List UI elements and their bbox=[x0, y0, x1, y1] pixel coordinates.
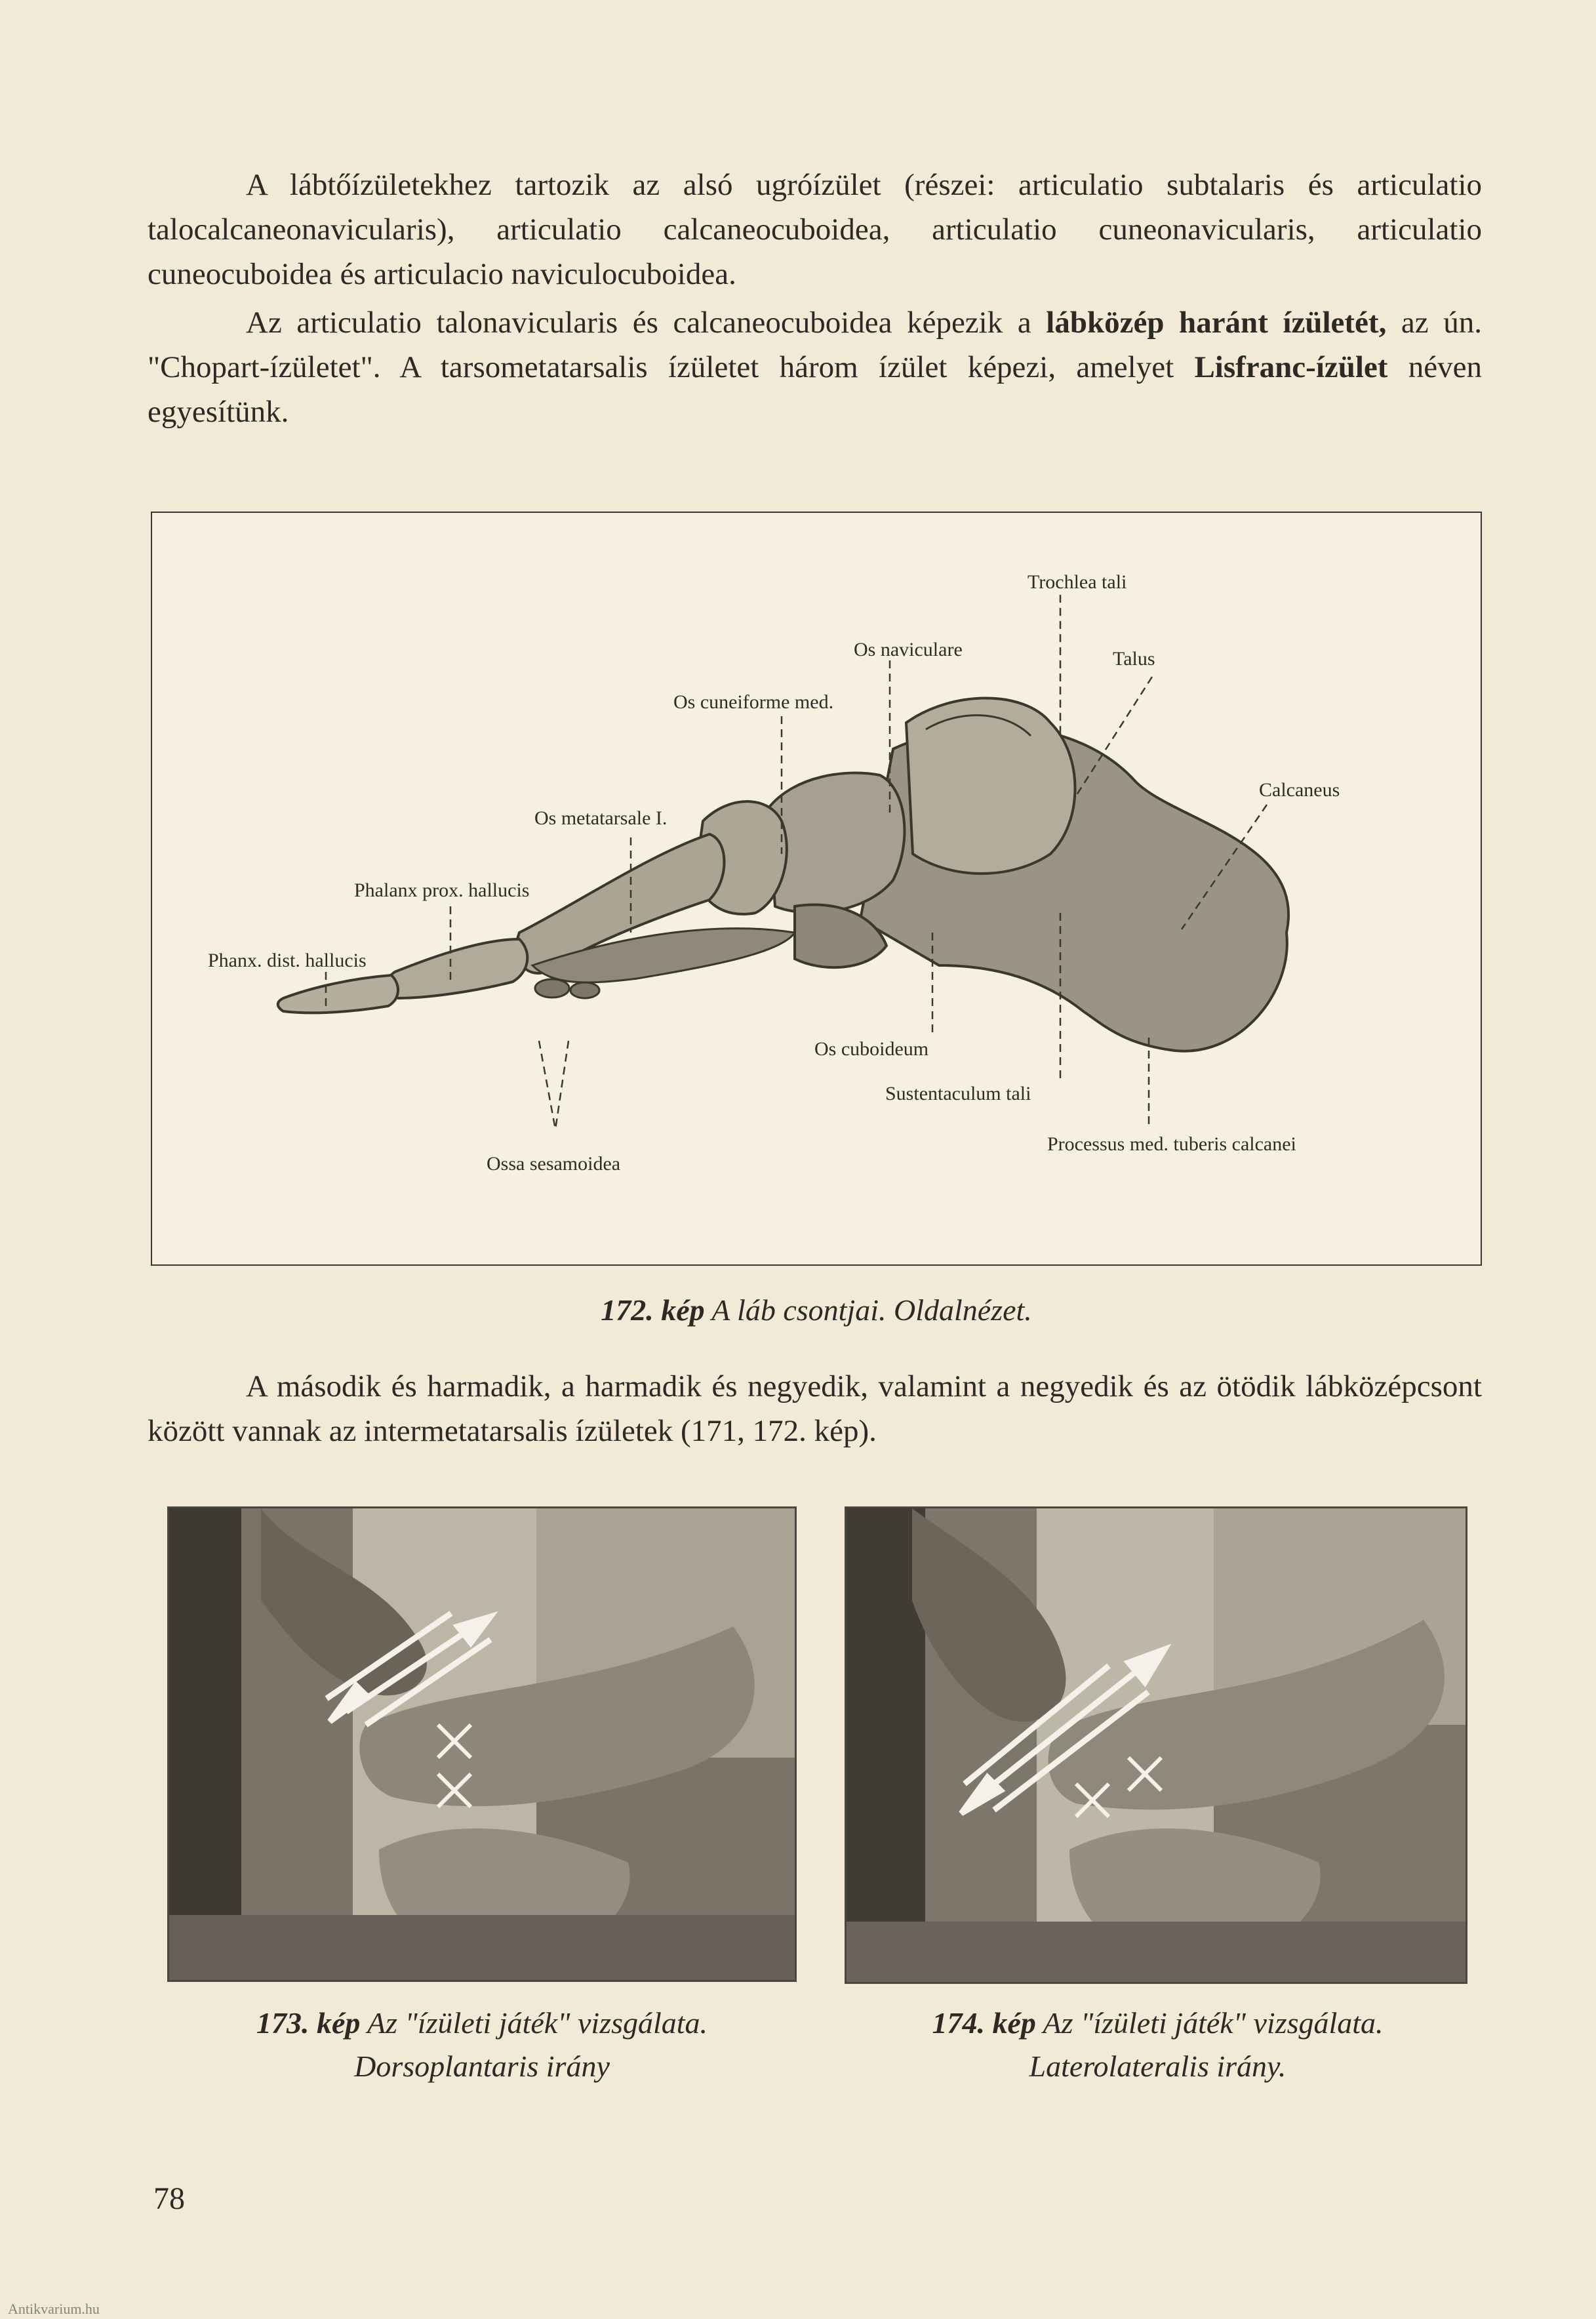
figure-174-caption bbox=[845, 2002, 1471, 2088]
caption-174-line1 bbox=[845, 2002, 1471, 2045]
label-ossa-sesamoidea: Ossa sesamoidea bbox=[487, 1153, 621, 1175]
figure-173-caption bbox=[167, 2002, 797, 2088]
label-processus-med: Processus med. tuberis calcanei bbox=[1047, 1133, 1296, 1155]
paragraph-2-text-a: Az articulatio talonavicularis és calcaneocuboidea képezik a bbox=[246, 306, 1047, 340]
label-os-cuboideum: Os cuboideum bbox=[814, 1038, 929, 1060]
hand-foot-photo-173 bbox=[169, 1508, 797, 1982]
label-os-cuneiforme-med: Os cuneiforme med. bbox=[673, 691, 834, 713]
bold-term-transverse-joint: lábközép haránt ízületét, bbox=[1046, 306, 1387, 340]
figure-172-caption bbox=[151, 1289, 1482, 1332]
label-os-naviculare: Os naviculare bbox=[854, 639, 963, 660]
paragraph-1 bbox=[148, 163, 1482, 296]
photo-dorsoplantar-exam bbox=[167, 1506, 797, 1982]
caption-172-number: 172. kép bbox=[601, 1293, 705, 1327]
label-phalanx-prox: Phalanx prox. hallucis bbox=[354, 879, 530, 901]
caption-173-number: 173. kép bbox=[256, 2006, 361, 2040]
caption-174-number: 174. kép bbox=[932, 2006, 1036, 2040]
label-os-metatarsale: Os metatarsale I. bbox=[534, 807, 668, 829]
caption-173-line1 bbox=[167, 2002, 797, 2045]
paragraph-2-text-c: az ún. "Chopart-ízületet". A tarsometatarsalis ízületet három ízület képezi, amelyet bbox=[148, 306, 1482, 384]
paragraph-1-text: A lábtőízületekhez tartozik az alsó ugróízület (részei: articulatio subtalaris és articulatio talocalcaneonavicularis), articulatio calcaneocuboidea, articulatio cuneonavicularis, articulatio cuneocuboidea és articulacio naviculocuboidea. bbox=[148, 168, 1482, 291]
caption-173-line2: Dorsoplantaris irány bbox=[354, 2049, 610, 2083]
label-sustentaculum-tali: Sustentaculum tali bbox=[885, 1083, 1031, 1104]
foot-bones-figure bbox=[151, 512, 1482, 1266]
label-phanx-dist: Phanx. dist. hallucis bbox=[208, 950, 367, 971]
paragraph-3 bbox=[148, 1364, 1482, 1453]
foot-skeleton-illustration bbox=[152, 513, 1483, 1267]
caption-173-text: Az "ízületi játék" vizsgálata. bbox=[360, 2006, 708, 2040]
hand-foot-photo-174 bbox=[847, 1508, 1467, 1984]
page-number: 78 bbox=[153, 2181, 185, 2216]
paragraph-2-text-e: néven egyesítünk. bbox=[148, 350, 1482, 429]
label-trochlea-tali: Trochlea tali bbox=[1027, 571, 1127, 593]
bold-term-lisfranc: Lisfranc-ízület bbox=[1194, 350, 1388, 384]
label-talus: Talus bbox=[1113, 648, 1155, 670]
photo-laterolateral-exam bbox=[845, 1506, 1467, 1984]
paragraph-2 bbox=[148, 300, 1482, 434]
paragraph-3-text: A második és harmadik, a harmadik és negyedik, valamint a negyedik és az ötödik lábközépcsont között vannak az intermetatarsalis ízületek (171, 172. kép). bbox=[148, 1369, 1482, 1448]
caption-174-text: Az "ízületi játék" vizsgálata. bbox=[1035, 2006, 1384, 2040]
caption-172-text: A láb csontjai. Oldalnézet. bbox=[704, 1293, 1032, 1327]
footer-watermark: Antikvarium.hu bbox=[8, 2301, 100, 2317]
caption-174-line2: Laterolateralis irány. bbox=[1029, 2049, 1287, 2083]
label-calcaneus: Calcaneus bbox=[1259, 779, 1340, 801]
